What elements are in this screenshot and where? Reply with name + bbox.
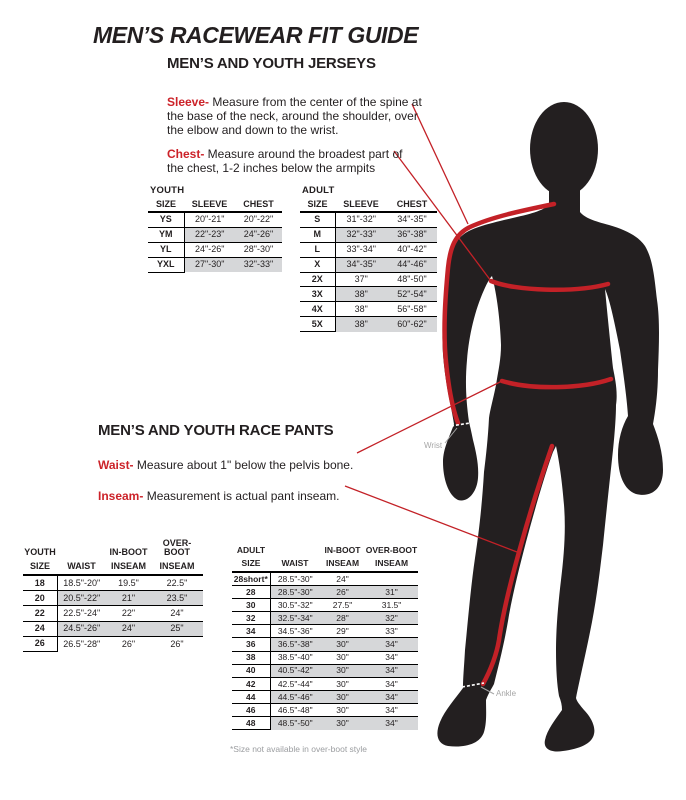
table-cell: 48.5"-50" [270,717,320,730]
pants-section-heading: MEN’S AND YOUTH RACE PANTS [98,422,334,439]
page-title: MEN’S RACEWEAR FIT GUIDE [93,22,419,48]
table-cell: 19.5" [118,577,139,588]
column-header-spacer [270,539,320,556]
table-cell: 32"-33" [335,227,387,242]
table-cell: 23.5" [151,591,203,606]
table-row [23,575,203,591]
table-cell: 34" [365,638,418,651]
table-cell: 27.5" [320,599,365,612]
table-cell: 46.5"-48" [270,703,320,716]
table-cell: 28 [232,586,270,599]
table-cell: 34" [365,677,418,690]
table-cell: 25" [151,621,203,636]
table-cell: YXL [148,257,184,272]
table-row [232,586,418,599]
table-cell: 3X [300,287,335,302]
table-row [232,690,418,703]
column-header-overboot: OVER-BOOT [162,538,192,557]
table-cell: X [300,257,335,272]
table-row [300,242,437,257]
table-row [300,227,437,242]
table-cell: 60"-62" [387,317,437,332]
column-header-size: SIZE [232,556,270,572]
header-row [232,556,418,572]
table-cell: 22"-23" [184,227,235,242]
table-cell: 34.5"-36" [270,625,320,638]
table-row [148,242,282,257]
table-cell: 40.5"-42" [270,664,320,677]
table-row [300,302,437,317]
column-header-sleeve: SLEEVE [335,197,387,212]
youth-jersey-table-label: YOUTH [150,185,185,196]
table-cell: S [300,212,335,227]
table-row [300,257,437,272]
table-cell: 37" [335,272,387,287]
table-cell: 26" [151,636,203,651]
wrist-label: Wrist [424,441,443,450]
table-cell: 30" [320,664,365,677]
table-cell: 56"-58" [387,302,437,317]
table-cell: 38" [335,287,387,302]
table-cell: 26" [320,586,365,599]
table-cell: 20 [23,591,57,606]
table-cell: 26.5"-28" [57,636,106,651]
table-row [232,572,418,586]
table-cell: 48"-50" [387,272,437,287]
table-cell: 22.5"-24" [57,606,106,621]
table-cell: 28"-30" [235,242,282,257]
table-cell [365,572,418,586]
column-header-size: SIZE [300,197,335,212]
sleeve-note [167,96,429,137]
table-cell: 34" [365,717,418,730]
youth-pants-table [23,539,203,652]
table-cell: 29" [320,625,365,638]
table-cell: 30" [320,703,365,716]
sleeve-note-text: Measure from the center of the spine at the base of the neck, around the shoulder, over the elbow and down to the wrist. [167,95,422,137]
adult-pants-table [232,539,418,730]
table-cell: 44"-46" [387,257,437,272]
header-row-top [23,539,203,559]
table-row [23,636,203,651]
ankle-label: Ankle [496,689,517,698]
table-cell: 22" [106,606,151,621]
table-cell: 24" [106,621,151,636]
table-cell: 36 [232,638,270,651]
youth-jersey-table [148,197,282,273]
table-cell: 38 [232,651,270,664]
table-cell: 20"-21" [195,214,225,225]
table-cell: 27"-30" [184,257,235,272]
table-cell: 30 [232,599,270,612]
table-row [23,606,203,621]
table-cell: 21" [106,591,151,606]
table-cell: 40 [232,664,270,677]
table-cell: 28" [320,612,365,625]
table-cell: YL [148,242,184,257]
table-cell: 5X [300,317,335,332]
table-row [232,703,418,716]
table-cell: 48 [232,717,270,730]
table-cell: 31.5" [365,599,418,612]
header-row [23,559,203,575]
column-header-overboot: OVER-BOOT [365,544,418,555]
sleeve-note-term: Sleeve- [167,95,210,109]
table-row [148,212,282,227]
table-cell: 33" [365,625,418,638]
adult-jersey-table [300,197,437,332]
silhouette-body [437,182,663,752]
table-cell: 52"-54" [387,287,437,302]
table-cell: 32" [365,612,418,625]
table-cell: 2X [300,272,335,287]
table-cell: 24" [151,606,203,621]
column-header-spacer [57,539,106,559]
waist-note-term: Waist- [98,458,134,472]
table-cell: YM [148,227,184,242]
column-header-sleeve: SLEEVE [184,197,235,212]
table-cell: L [300,242,335,257]
column-header-inseam: INSEAM [106,559,151,575]
table-row [232,612,418,625]
waist-note [98,459,353,473]
table-row [232,625,418,638]
table-cell: 38" [335,317,387,332]
table-cell: 22.5" [166,577,188,588]
column-header-inboot: IN-BOOT [109,547,148,557]
table-cell: 18.5"-20" [63,577,101,588]
table-cell: 31"-32" [346,214,376,225]
table-cell: 26 [23,636,57,651]
table-cell: YS [148,212,184,227]
table-cell: 44 [232,690,270,703]
table-row [148,257,282,272]
chest-note-term: Chest- [167,147,205,161]
table-cell: 34" [365,690,418,703]
column-header-waist: WAIST [270,556,320,572]
table-cell: 32.5"-34" [270,612,320,625]
table-cell: 20.5"-22" [57,591,106,606]
table-cell: 18 [23,575,57,591]
adult-jersey-table-label: ADULT [302,185,335,196]
table-row [232,664,418,677]
column-header-group: YOUTH [24,547,56,557]
table-cell: 22 [23,606,57,621]
table-cell: 38.5"-40" [270,651,320,664]
table-cell: 30.5"-32" [270,599,320,612]
table-cell: 46 [232,703,270,716]
column-header-inseam: INSEAM [151,559,203,575]
header-row [300,197,437,212]
table-cell: 32 [232,612,270,625]
table-cell: 30" [320,651,365,664]
table-cell: 33"-34" [335,242,387,257]
table-cell: 36.5"-38" [270,638,320,651]
inseam-note [98,490,339,504]
table-cell: 24 [23,621,57,636]
chest-note-text: Measure around the broadest part of the chest, 1-2 inches below the armpits [167,147,403,175]
table-cell: 28.5"-30" [270,586,320,599]
table-cell: M [300,227,335,242]
column-header-inboot: IN-BOOT [324,544,361,555]
table-cell: 20"-22" [243,214,274,225]
table-cell: 30" [320,677,365,690]
table-cell: 42 [232,677,270,690]
column-header-chest: CHEST [235,197,282,212]
table-cell: 24"-26" [184,242,235,257]
table-cell: 28short* [232,572,270,586]
table-cell: 34" [365,703,418,716]
table-row [232,651,418,664]
table-cell: 36"-38" [387,227,437,242]
table-cell: 34"-35" [397,214,427,225]
table-cell: 34"-35" [335,257,387,272]
table-cell: 44.5"-46" [270,690,320,703]
table-row [23,621,203,636]
table-row [232,599,418,612]
table-cell: 34 [232,625,270,638]
table-cell: 26" [106,636,151,651]
column-header-size: SIZE [148,197,184,212]
table-cell: 34" [365,664,418,677]
table-cell: 24"-26" [235,227,282,242]
table-row [300,272,437,287]
size-footnote: *Size not available in over-boot style [230,744,368,754]
column-header-inseam: INSEAM [365,556,418,572]
table-row [232,677,418,690]
inseam-note-term: Inseam- [98,489,144,503]
table-row [300,287,437,302]
table-cell: 24" [336,573,349,584]
table-cell: 28.5"-30" [277,573,313,584]
table-row [232,717,418,730]
header-row-top [232,539,418,556]
table-cell: 30" [320,638,365,651]
table-cell: 24.5"-26" [57,621,106,636]
table-cell: 30" [320,717,365,730]
table-row [232,638,418,651]
column-header-group: ADULT [236,544,266,555]
table-cell: 40"-42" [387,242,437,257]
column-header-chest: CHEST [387,197,437,212]
table-row [23,591,203,606]
header-row [148,197,282,212]
column-header-size: SIZE [23,559,57,575]
silhouette-head [530,102,598,196]
table-row [148,227,282,242]
chest-note [167,148,405,176]
column-header-waist: WAIST [57,559,106,575]
table-cell: 42.5"-44" [270,677,320,690]
column-header-inseam: INSEAM [320,556,365,572]
table-cell: 4X [300,302,335,317]
table-cell: 38" [335,302,387,317]
table-cell: 34" [365,651,418,664]
jerseys-section-heading: MEN’S AND YOUTH JERSEYS [167,55,376,72]
table-row [300,317,437,332]
table-row [300,212,437,227]
waist-note-text: Measure about 1" below the pelvis bone. [133,458,354,472]
table-cell: 30" [320,690,365,703]
table-cell: 31" [365,586,418,599]
inseam-note-text: Measurement is actual pant inseam. [143,489,340,503]
table-cell: 32"-33" [235,257,282,272]
